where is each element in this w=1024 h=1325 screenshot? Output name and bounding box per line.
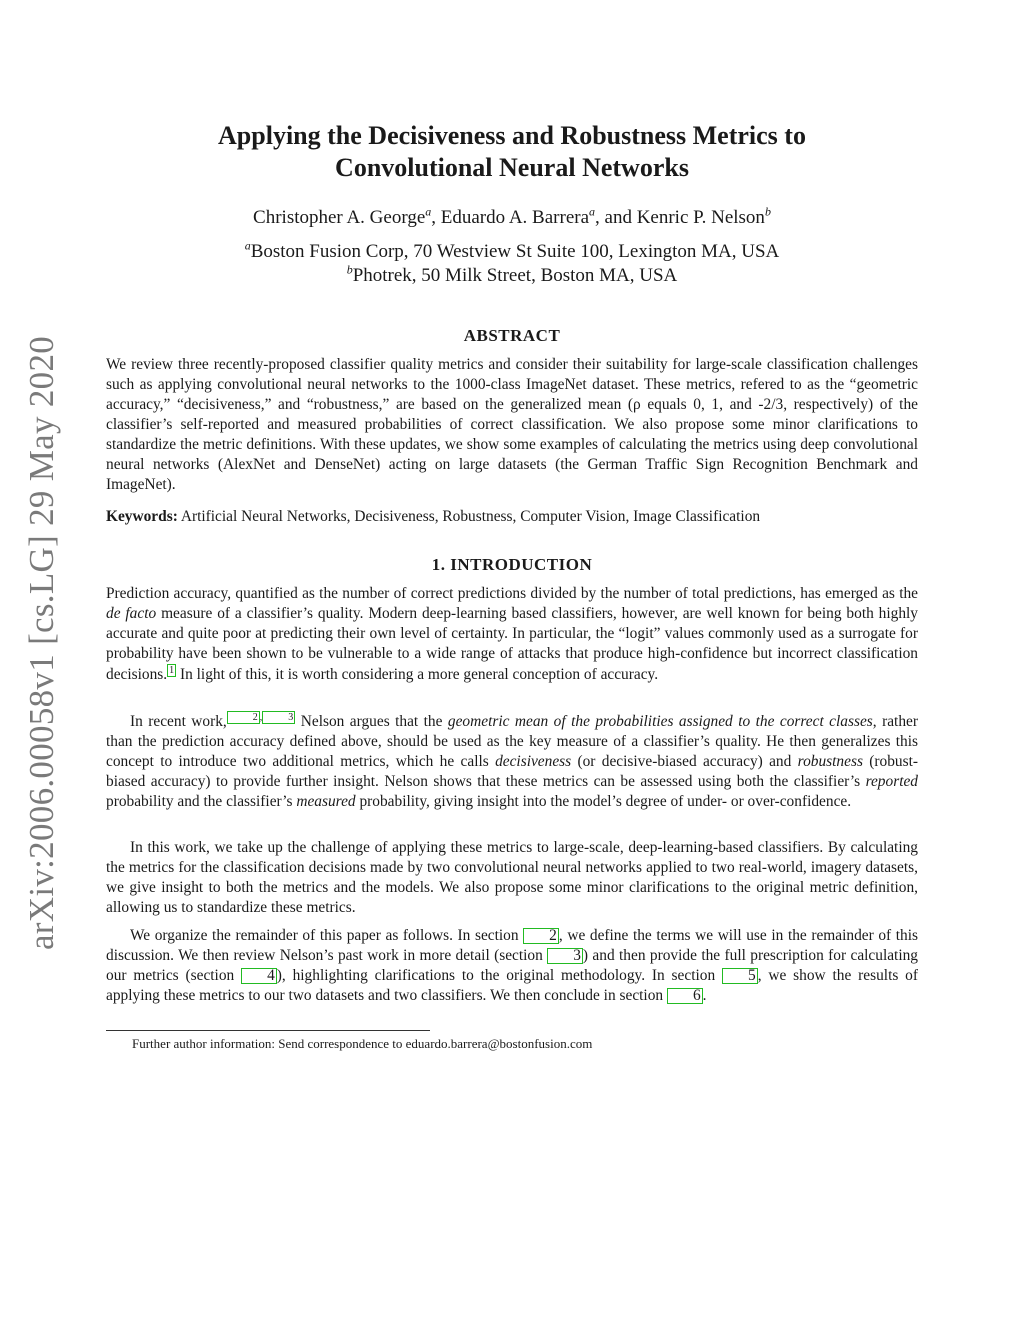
intro-p4-text-d: ), highlighting clarifications to the original methodology. In section [276,967,722,984]
intro-paragraph-2 [106,711,918,812]
affiliation-b [106,264,918,288]
intro-p4-text-c: ) and then provide the full prescription for calculating our metrics (section [106,947,918,984]
affiliation-a [106,240,918,264]
affiliation-a-text: Boston Fusion Corp, 70 Westview St Suite 100, Lexington MA, USA [250,241,780,262]
author-list [106,206,918,230]
citation-3-link[interactable]: 3 [262,711,295,724]
citation-separator: , [259,712,263,723]
section-3-link[interactable]: 3 [547,948,583,964]
intro-paragraph-3: In this work, we take up the challenge of applying these metrics to large-scale, deep-learning-based classifiers. By calculating the metrics for the classification decisions made by two convolutional neural networks applied to two real-world, imagery datasets, we give insight to both the metrics and the models. We also propose some minor clarifications to the original metric definition, allowing us to standardize these metrics. [106,839,918,916]
citation-2-3 [227,712,296,723]
intro-p2-text-j: probability and the classifier’s [106,793,297,811]
keywords-line [106,507,918,527]
intro-p2-text-d: , rather than the prediction accuracy defined above, should be used as the key measure of a classifier’s quality. He then generalizes this concept to introduce two additional metrics, which he calls [106,713,918,771]
intro-p4-text-f: . [702,987,707,1004]
intro-p1-text-d: In light of this, it is worth considering a more general conception of accuracy. [176,666,659,684]
section-4-link[interactable]: 4 [241,968,277,984]
author-nelson-affil-mark: b [764,204,771,219]
paper-title [106,120,918,184]
abstract-paragraph: We review three recently-proposed classifier quality metrics and consider their suitability for large-scale classification challenges such as applying convolutional neural networks to the 1000-class ImageNet dataset. These metrics, refered to as the “geometric accuracy,” “decisiveness,” and “robustness,” are based on the generalized mean (ρ equals 0, 1, and -2/3, respectively) of the classifier’s self-reported and measured probabilities of correct classification. We also propose some minor clarifications to standardize the metric definitions. With these updates, we show some examples of calculating the metrics using deep convolutional neural networks (AlexNet and DenseNet) acting on large datasets (the German Traffic Sign Recognition Benchmark and ImageNet). [106,356,918,493]
title-line-1: Applying the Decisiveness and Robustness Metrics to [218,121,806,150]
citation-2-link[interactable]: 2 [227,711,260,724]
keywords-label: Keywords: [106,508,178,525]
intro-p1-text-c: measure of a classifier’s quality. Modern deep-learning based classifiers, however, are well known for being both highly accurate and quite poor at predicting their own level of certainty. In particular, the “logit” values commonly used as a surrogate for probability have been shown to be vulnerable to a wide range of attacks that produce high-confidence but incorrect classification decisions. [106,605,918,684]
arxiv-identifier-stamp [21,335,63,951]
author-barrera-affil-mark: a [589,204,596,219]
title-line-2: Convolutional Neural Networks [335,153,689,182]
section-6-link[interactable]: 6 [667,988,703,1004]
intro-p4-text-e: , we show the results of applying these metrics to our two datasets and two classifiers. We then conclude in section [106,967,918,1004]
intro-p1-text-a: Prediction accuracy, quantified as the number of correct predictions divided by the number of total predictions, has emerged as the [106,585,918,602]
section-5-link[interactable]: 5 [722,968,758,984]
intro-p2-text-a: In recent work, [130,713,227,731]
arxiv-identifier-text: arXiv:2006.00058v1 [cs.LG] 29 May 2020 [22,335,61,951]
intro-p2-robustness: robustness [797,753,863,771]
author-separator-2: , and [595,207,637,228]
introduction-heading: 1. INTRODUCTION [431,555,593,574]
affiliation-a-mark: a [244,238,251,253]
intro-p2-text-l: probability, giving insight into the model’s degree of under- or over-confidence. [355,793,852,811]
intro-p2-text-h: (robust-biased accuracy) to provide further insight. Nelson shows that these metrics can be assessed using both the classifier’s [106,753,918,791]
author-george: Christopher A. George [253,207,426,228]
intro-p2-decisiveness: decisiveness [495,753,572,771]
intro-p2-text-b: Nelson argues that the [295,713,448,731]
author-george-affil-mark: a [425,204,432,219]
intro-p2-measured: measured [296,793,356,811]
intro-p2-reported: reported [865,773,918,791]
author-barrera: Eduardo A. Barrera [440,207,590,228]
citation-1[interactable] [167,665,176,676]
intro-p2-geometric-mean: geometric mean of the probabilities assigned to the correct classes [447,713,873,731]
affiliation-b-text: Photrek, 50 Milk Street, Boston MA, USA [352,265,678,286]
intro-p1-de-facto: de facto [106,605,157,622]
intro-paragraph-4 [106,926,918,1006]
affiliation-list [106,240,918,288]
footnote-divider [106,1030,430,1031]
intro-p4-text-b: , we define the terms we will use in the remainder of this discussion. We then review Nelson’s past work in more detail (section [106,927,918,964]
author-separator-1: , [431,207,441,228]
keywords-text: Artificial Neural Networks, Decisiveness, Robustness, Computer Vision, Image Classification [180,508,761,525]
affiliation-b-mark: b [346,262,353,277]
author-info-footnote: Further author information: Send correspondence to eduardo.barrera@bostonfusion.com [132,1036,593,1051]
abstract-heading: ABSTRACT [463,326,561,345]
citation-1-link[interactable]: 1 [169,665,175,676]
intro-p2-text-f: (or decisive-biased accuracy) and [571,753,798,771]
section-2-link[interactable]: 2 [523,928,559,944]
intro-p4-text-a: We organize the remainder of this paper as follows. In section [130,927,524,944]
intro-paragraph-1 [106,584,918,685]
author-nelson: Kenric P. Nelson [636,207,765,228]
